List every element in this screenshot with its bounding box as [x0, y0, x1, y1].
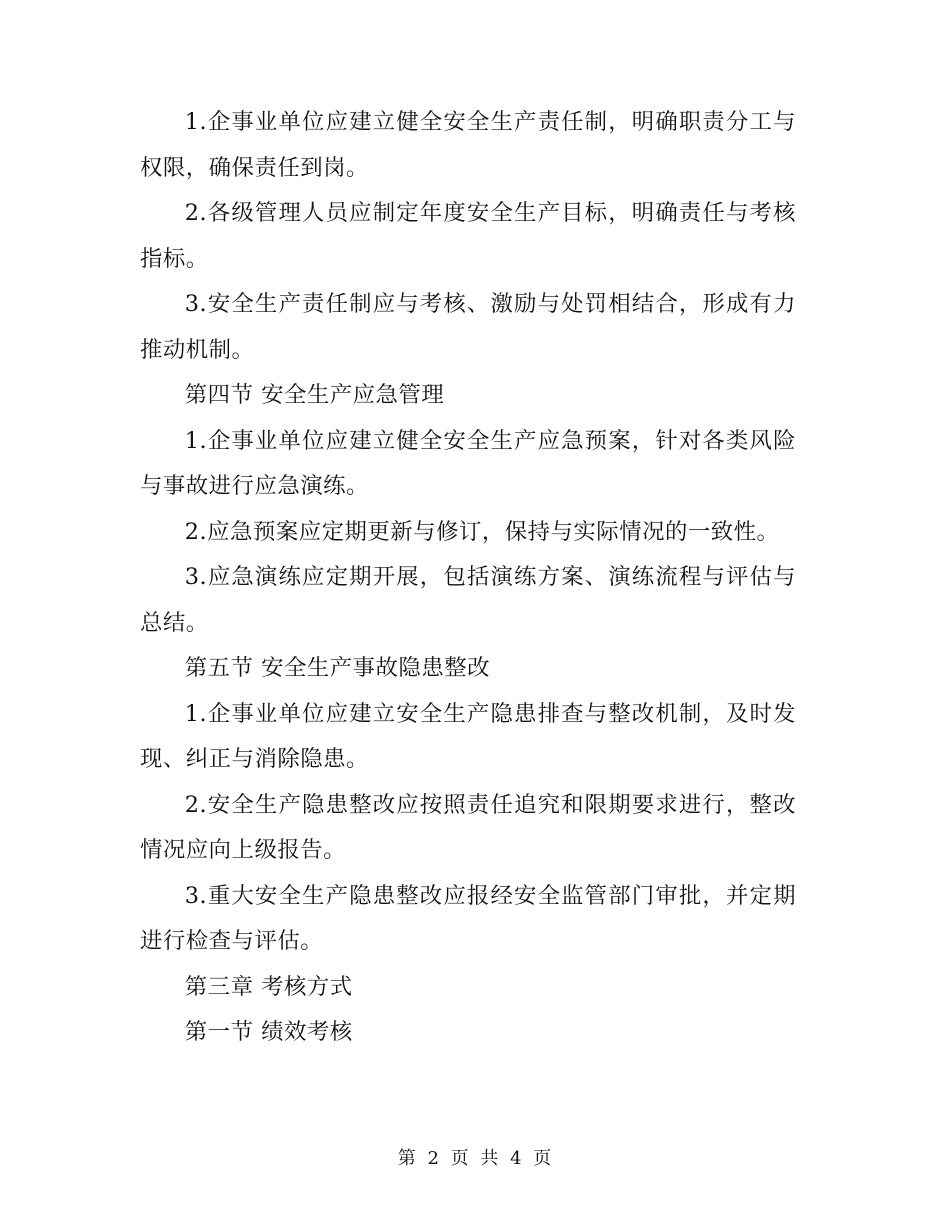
paragraph-item-3: 3.安全生产责任制应与考核、激励与处罚相结合，形成有力推动机制。	[140, 291, 796, 363]
section-heading-1: 第一节 绩效考核	[184, 1019, 353, 1045]
paragraph-item-9: 1.企事业单位应建立安全生产隐患排查与整改机制，及时发现、纠正与消除隐患。	[140, 700, 796, 772]
paragraph-item-2: 2.各级管理人员应制定年度安全生产目标，明确责任与考核指标。	[140, 200, 796, 272]
paragraph-item-10: 2.安全生产隐患整改应按照责任追究和限期要求进行，整改情况应向上级报告。	[140, 791, 796, 863]
chapter-heading-3: 第三章 考核方式	[184, 973, 353, 1000]
page-number-footer: 第 2 页 共 4 页	[397, 1148, 553, 1169]
paragraph-item-7: 3.应急演练应定期开展，包括演练方案、演练流程与评估与总结。	[140, 564, 796, 636]
paragraph-item-1: 1.企事业单位应建立健全安全生产责任制，明确职责分工与权限，确保责任到岗。	[140, 109, 796, 181]
paragraph-item-5: 1.企事业单位应建立健全安全生产应急预案，针对各类风险与事故进行应急演练。	[140, 427, 796, 499]
paragraph-item-6: 2.应急预案应定期更新与修订，保持与实际情况的一致性。	[184, 518, 780, 545]
section-heading-5: 第五节 安全生产事故隐患整改	[184, 655, 490, 681]
document-body	[140, 100, 796, 1056]
paragraph-item-11: 3.重大安全生产隐患整改应报经安全监管部门审批，并定期进行检查与评估。	[140, 882, 796, 954]
section-heading-4: 第四节 安全生产应急管理	[184, 382, 445, 408]
